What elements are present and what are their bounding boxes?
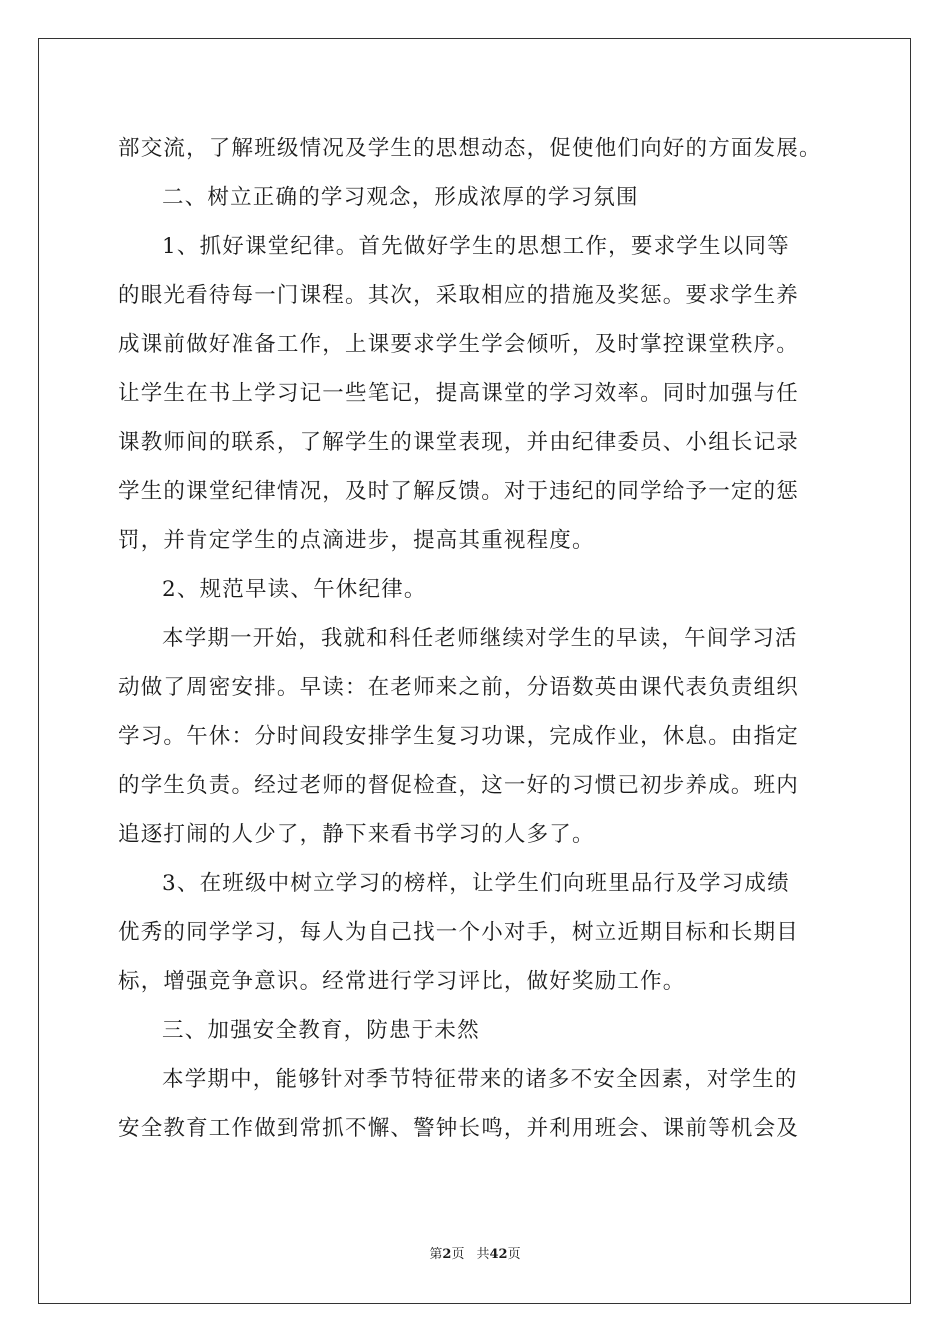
document-body (118, 124, 834, 1153)
text-line: 2、规范早读、午休纪律。 (162, 577, 427, 602)
total-prefix: 共 (476, 1247, 490, 1262)
text-line: 3、在班级中树立学习的榜样，让学生们向班里品行及学习成绩 (162, 871, 790, 896)
page-prefix: 第 (429, 1247, 443, 1262)
text-line: 罚，并肯定学生的点滴进步，提高其重视程度。 (118, 528, 595, 553)
text-line: 标，增强竞争意识。经常进行学习评比，做好奖励工作。 (118, 969, 686, 994)
text-line: 安全教育工作做到常抓不懈、警钟长鸣，并利用班会、课前等机会及 (118, 1116, 800, 1141)
text-line: 学习。午休：分时间段安排学生复习功课，完成作业，休息。由指定 (118, 724, 800, 749)
total-pages: 42 (489, 1247, 508, 1262)
text-line: 动做了周密安排。早读：在老师来之前，分语数英由课代表负责组织 (118, 675, 800, 700)
text-line: 课教师间的联系，了解学生的课堂表现，并由纪律委员、小组长记录 (118, 430, 800, 455)
text-line: 部交流，了解班级情况及学生的思想动态，促使他们向好的方面发展。 (118, 136, 822, 161)
text-line: 的学生负责。经过老师的督促检查，这一好的习惯已初步养成。班内 (118, 773, 800, 798)
text-line: 追逐打闹的人少了，静下来看书学习的人多了。 (118, 822, 595, 847)
text-line: 1、抓好课堂纪律。首先做好学生的思想工作，要求学生以同等 (162, 234, 790, 259)
text-line: 让学生在书上学习记一些笔记，提高课堂的学习效率。同时加强与任 (118, 381, 800, 406)
text-line: 成课前做好准备工作，上课要求学生学会倾听，及时掌控课堂秩序。 (118, 332, 800, 357)
text-line: 本学期中，能够针对季节特征带来的诸多不安全因素，对学生的 (162, 1067, 798, 1092)
page-number: 2 (442, 1247, 452, 1262)
text-line: 优秀的同学学习，每人为自己找一个小对手，树立近期目标和长期目 (118, 920, 800, 945)
text-line: 学生的课堂纪律情况，及时了解反馈。对于违纪的同学给予一定的惩 (118, 479, 800, 504)
section-heading: 二、树立正确的学习观念，形成浓厚的学习氛围 (162, 185, 639, 210)
page-footer (0, 1243, 950, 1262)
text-line: 的眼光看待每一门课程。其次，采取相应的措施及奖惩。要求学生养 (118, 283, 800, 308)
section-heading: 三、加强安全教育，防患于未然 (162, 1018, 480, 1043)
total-suffix: 页 (507, 1247, 521, 1262)
text-line: 本学期一开始，我就和科任老师继续对学生的早读，午间学习活 (162, 626, 798, 651)
page-suffix: 页 (451, 1247, 465, 1262)
